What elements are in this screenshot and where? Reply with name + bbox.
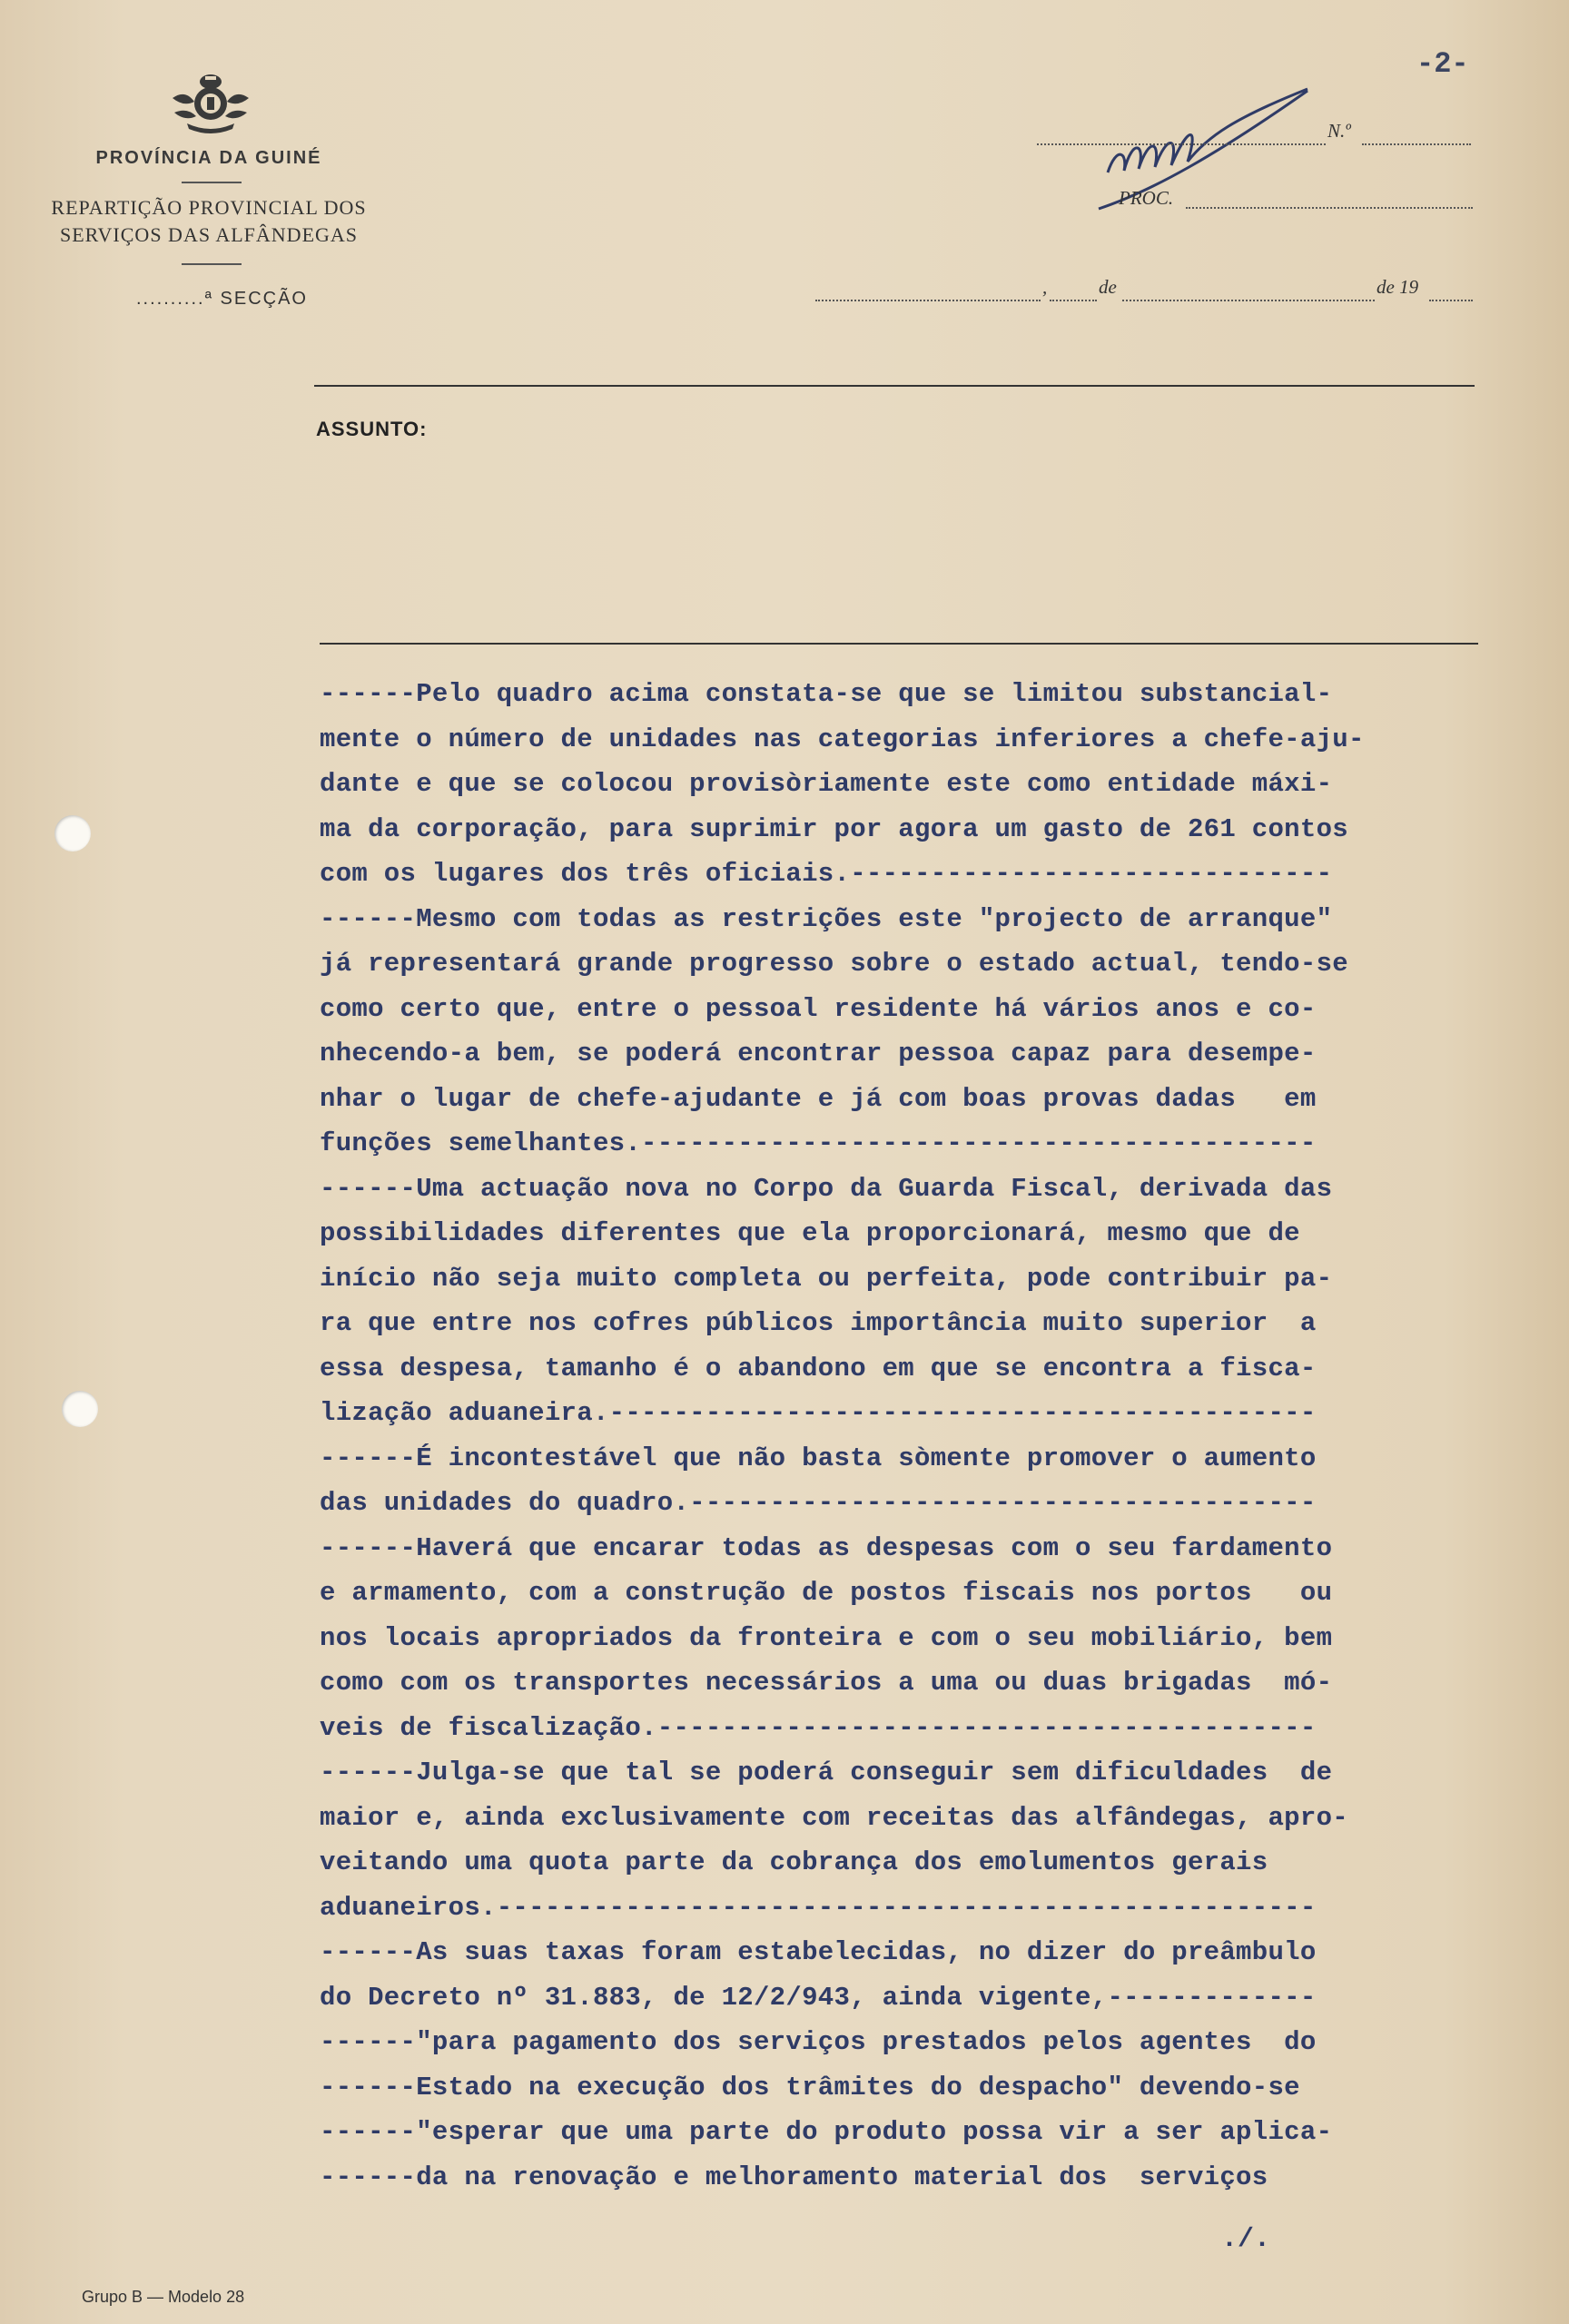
body-line: com os lugares dos três oficiais.------------------------------ — [320, 859, 1333, 889]
form-model-footer: Grupo B — Modelo 28 — [82, 2288, 245, 2306]
body-line: das unidades do quadro.--------------------------------------- — [320, 1488, 1317, 1518]
subject-label: ASSUNTO: — [316, 418, 428, 440]
number-label: N.º — [1327, 120, 1351, 142]
body-line: ------da na renovação e melhoramento material dos serviços — [320, 2162, 1268, 2192]
continuation-mark: ./. — [1221, 2224, 1271, 2255]
subject-bottom-rule — [320, 643, 1478, 645]
body-line: nos locais apropriados da fronteira e com o seu mobiliário, bem — [320, 1622, 1333, 1653]
body-line: como com os transportes necessários a uma ou duas brigadas mó- — [320, 1668, 1333, 1698]
body-line: ------"para pagamento dos serviços prestados pelos agentes do — [320, 2027, 1317, 2057]
header-divider-1 — [182, 182, 242, 183]
subject-top-rule — [314, 385, 1475, 387]
punch-hole-lower — [62, 1391, 98, 1427]
body-line: ------Estado na execução dos trâmites do despacho" devendo-se — [320, 2072, 1300, 2102]
body-line: ------Julga-se que tal se poderá conseguir sem dificuldades de — [320, 1758, 1333, 1787]
body-line: início não seja muito completa ou perfeita, pode contribuir pa- — [320, 1263, 1333, 1294]
proc-field-line — [1186, 207, 1473, 209]
body-line: ------Haverá que encarar todas as despesas com o seu fardamento — [320, 1532, 1333, 1563]
body-line: funções semelhantes.------------------------------------------ — [320, 1128, 1317, 1158]
body-line: e armamento, com a construção de postos fiscais nos portos ou — [320, 1578, 1333, 1608]
body-line: nhar o lugar de chefe-ajudante e já com boas provas dadas em — [320, 1083, 1317, 1114]
body-line: nhecendo-a bem, se poderá encontrar pessoa capaz para desempe- — [320, 1039, 1317, 1068]
year-field-line — [1429, 300, 1473, 301]
coat-of-arms-icon — [169, 71, 252, 134]
body-line: veitando uma quota parte da cobrança dos emolumentos gerais — [320, 1847, 1268, 1877]
body-line: veis de fiscalização.----------------------------------------- — [320, 1712, 1317, 1743]
body-line: essa despesa, tamanho é o abandono em que se encontra a fisca- — [320, 1353, 1317, 1384]
body-line: lização aduaneira.-------------------------------------------- — [320, 1398, 1317, 1428]
proc-label: PROC. — [1119, 187, 1174, 209]
body-line: ma da corporação, para suprimir por agora um gasto de 261 contos — [320, 813, 1348, 844]
body-line: ------Mesmo com todas as restrições este "projecto de arranque" — [320, 903, 1333, 934]
header-divider-2 — [182, 263, 242, 265]
body-line: como certo que, entre o pessoal residente há vários anos e co- — [320, 993, 1317, 1024]
office-line-2: SERVIÇOS DAS ALFÂNDEGAS — [59, 223, 359, 246]
body-line: mente o número de unidades nas categorias inferiores a chefe-aju- — [320, 724, 1365, 754]
body-line: dante e que se colocou provisòriamente este como entidade máxi- — [320, 769, 1333, 799]
body-line: do Decreto nº 31.883, de 12/2/943, ainda vigente,------------- — [320, 1982, 1317, 2013]
section-label: ..........ª SECÇÃO — [136, 289, 308, 309]
province-title: PROVÍNCIA DA GUINÉ — [95, 148, 322, 168]
day-field-line — [1050, 300, 1097, 301]
number-field-line-left — [1037, 143, 1326, 145]
number-field-line-right — [1362, 143, 1471, 145]
body-line: maior e, ainda exclusivamente com receitas das alfândegas, apro- — [320, 1802, 1348, 1833]
year-label: de 19 — [1377, 276, 1419, 298]
office-line-1: REPARTIÇÃO PROVINCIAL DOS — [51, 196, 367, 219]
body-line: ra que entre nos cofres públicos importância muito superior a — [320, 1308, 1317, 1338]
place-field-line — [815, 300, 1041, 301]
body-line: ------As suas taxas foram estabelecidas, no dizer do preâmbulo — [320, 1937, 1317, 1967]
date-comma: , — [1042, 276, 1048, 298]
typewritten-body — [320, 672, 1491, 2200]
office-name — [36, 194, 381, 249]
punch-hole-upper — [54, 815, 91, 852]
body-line: já representará grande progresso sobre o estado actual, tendo-se — [320, 949, 1348, 979]
body-line: possibilidades diferentes que ela proporcionará, mesmo que de — [320, 1218, 1300, 1248]
month-field-line — [1122, 300, 1375, 301]
date-de-label: de — [1099, 276, 1117, 298]
signature-scribble — [1081, 82, 1317, 218]
body-line: aduaneiros.--------------------------------------------------- — [320, 1892, 1317, 1923]
body-line: ------É incontestável que não basta sòmente promover o aumento — [320, 1443, 1317, 1473]
body-line: ------"esperar que uma parte do produto possa vir a ser aplica- — [320, 2117, 1333, 2147]
body-line: ------Uma actuação nova no Corpo da Guarda Fiscal, derivada das — [320, 1173, 1333, 1204]
page-number: -2- — [1416, 47, 1469, 81]
body-line: ------Pelo quadro acima constata-se que se limitou substancial- — [320, 679, 1333, 709]
